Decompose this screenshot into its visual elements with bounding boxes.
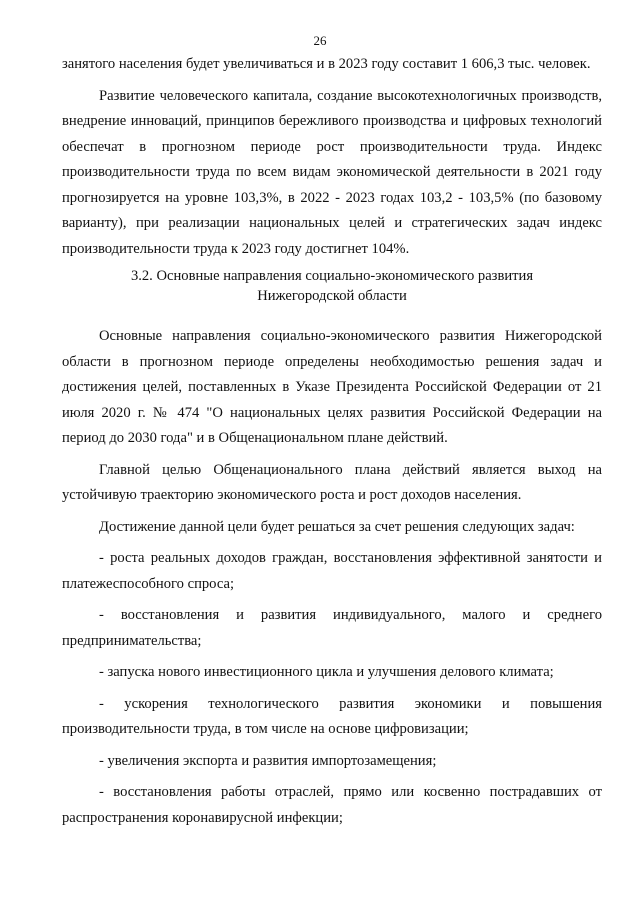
paragraph-main-goal: Главной целью Общенационального плана действий является выход на устойчивую траекторию экономического роста и рост доходов населения. bbox=[62, 461, 602, 503]
list-item-task: - восстановления и развития индивидуального, малого и среднего предпринимательства; bbox=[62, 607, 602, 649]
paragraph-labor-productivity: Развитие человеческого капитала, создание высокотехнологичных производств, внедрение инноваций, принципов бережливого производства и цифровых технологий обеспечат в прогнозном периоде рост производительности труда. Индекс производительности труда по всем видам экономической деятельности в 2021 году прогнозируется на уровне 103,3%, в 2022 - 2023 годах 103,2 - 103,5% (по базовому варианту), при реализации национальных целей и стратегических задач индекс производительности труда к 2023 году достигнет 104%. bbox=[62, 87, 602, 257]
paragraph-main-directions: Основные направления социально-экономического развития Нижегородской области в прогнозном периоде определены необходимостью решения задач и достижения целей, поставленных в Указе Президента Российской Федерации от 21 июля 2020 г. № 474 "О национальных целях развития Российской Федерации на период до 2030 года" и в Общенациональном плане действий. bbox=[62, 328, 602, 446]
paragraph-tasks-intro: Достижение данной цели будет решаться за счет решения следующих задач: bbox=[99, 518, 575, 535]
page-number: 26 bbox=[313, 33, 327, 48]
list-item-task: - ускорения технологического развития экономики и повышения производительности труда, в том числе на основе цифровизации; bbox=[62, 695, 602, 737]
list-item-task: - роста реальных доходов граждан, восстановления эффективной занятости и платежеспособного спроса; bbox=[62, 550, 602, 592]
list-item-task: - восстановления работы отраслей, прямо или косвенно пострадавших от распространения коронавирусной инфекции; bbox=[62, 784, 602, 826]
paragraph-employment-continuation: занятого населения будет увеличиваться и в 2023 году составит 1 606,3 тыс. человек. bbox=[62, 56, 591, 72]
section-heading bbox=[62, 262, 602, 324]
list-item-task: - запуска нового инвестиционного цикла и улучшения делового климата; bbox=[99, 664, 554, 680]
list-item-task: - увеличения экспорта и развития импортозамещения; bbox=[99, 752, 437, 769]
section-heading-line2: Нижегородской области bbox=[257, 288, 407, 304]
section-heading-line1: 3.2. Основные направления социально-экономического развития bbox=[130, 268, 534, 284]
document-body bbox=[62, 52, 602, 831]
